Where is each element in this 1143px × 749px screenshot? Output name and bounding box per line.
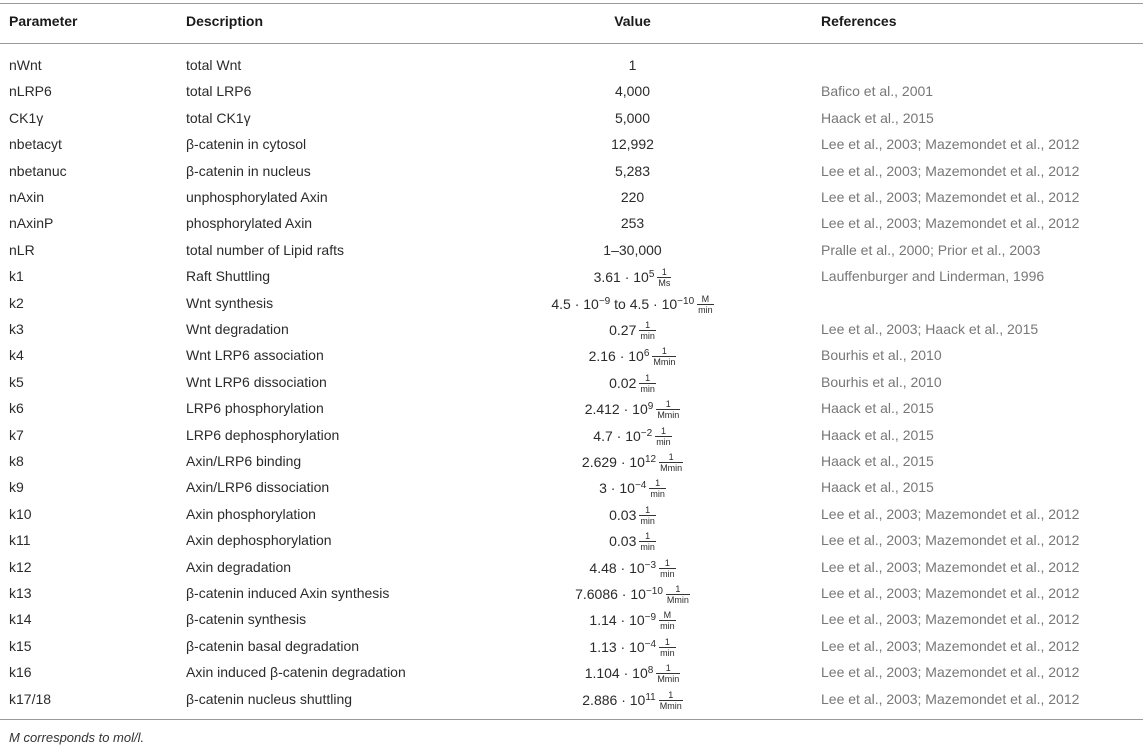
value-mantissa: 5,283 bbox=[614, 162, 651, 179]
value-mantissa: 4.5 · 10 bbox=[551, 295, 599, 312]
cell-parameter: k8 bbox=[9, 453, 24, 469]
cell-value bbox=[467, 163, 798, 179]
table-row bbox=[0, 292, 1143, 318]
table-row bbox=[0, 107, 1143, 133]
cell-description: Axin/LRP6 binding bbox=[186, 453, 302, 469]
cell-reference: Haack et al., 2015 bbox=[821, 109, 934, 126]
cell-reference: Lee et al., 2003; Mazemondet et al., 2012 bbox=[821, 162, 1080, 179]
value-exponent-2: −10 bbox=[677, 295, 695, 307]
value-mantissa: 1.13 · 10 bbox=[589, 639, 645, 655]
cell-reference: Lee et al., 2003; Mazemondet et al., 2012 bbox=[821, 690, 1080, 707]
value-mantissa: 3.61 · 10 bbox=[593, 269, 649, 286]
cell-reference: Haack et al., 2015 bbox=[821, 400, 934, 417]
unit-fraction bbox=[656, 399, 680, 420]
cell-parameter: k10 bbox=[9, 505, 32, 522]
cell-description: β-catenin synthesis bbox=[186, 611, 307, 628]
cell-description: Wnt LRP6 dissociation bbox=[186, 373, 327, 390]
value-mantissa: 2.629 · 10 bbox=[581, 454, 645, 471]
unit-numerator: 1 bbox=[639, 531, 656, 542]
cell-reference: Lee et al., 2003; Mazemondet et al., 2012 bbox=[821, 532, 1080, 549]
unit-fraction bbox=[697, 294, 714, 315]
cell-description: Axin/LRP6 dissociation bbox=[186, 479, 330, 496]
unit-fraction bbox=[652, 346, 676, 367]
unit-denominator: min bbox=[640, 515, 655, 526]
cell-description: β-catenin nucleus shuttling bbox=[186, 690, 353, 707]
unit-denominator: Mmin bbox=[657, 410, 680, 421]
cell-value bbox=[467, 532, 798, 553]
unit-numerator: M bbox=[659, 610, 676, 621]
unit-fraction bbox=[649, 478, 666, 499]
cell-description: Axin degradation bbox=[186, 558, 292, 575]
unit-fraction bbox=[659, 558, 676, 579]
cell-value bbox=[467, 506, 798, 527]
value-exponent: 5 bbox=[648, 269, 655, 281]
value-mantissa: 1–30,000 bbox=[603, 241, 662, 258]
unit-numerator: 1 bbox=[639, 320, 656, 331]
cell-description: total CK1γ bbox=[186, 109, 251, 126]
unit-numerator: 1 bbox=[659, 690, 683, 701]
cell-value bbox=[467, 268, 798, 289]
cell-parameter: k5 bbox=[9, 373, 24, 390]
cell-parameter: k4 bbox=[9, 347, 24, 364]
cell-value bbox=[467, 638, 798, 659]
cell-parameter: k11 bbox=[9, 532, 31, 549]
cell-reference: Pralle et al., 2000; Prior et al., 2003 bbox=[821, 241, 1041, 258]
cell-value bbox=[467, 400, 798, 421]
cell-description: total LRP6 bbox=[186, 83, 252, 100]
cell-reference: Bourhis et al., 2010 bbox=[821, 347, 942, 364]
cell-value bbox=[467, 479, 798, 500]
table-row bbox=[0, 160, 1143, 186]
cell-description: total Wnt bbox=[186, 57, 242, 73]
cell-reference: Lee et al., 2003; Haack et al., 2015 bbox=[821, 321, 1039, 337]
footnote bbox=[9, 730, 144, 745]
cell-reference: Lee et al., 2003; Mazemondet et al., 2012 bbox=[821, 136, 1080, 153]
cell-description: Axin dephosphorylation bbox=[186, 532, 332, 549]
cell-description: Axin induced β-catenin degradation bbox=[186, 664, 406, 681]
cell-parameter: nLRP6 bbox=[9, 83, 52, 100]
cell-value bbox=[467, 189, 798, 205]
unit-numerator: 1 bbox=[639, 505, 656, 516]
footnote-symbol: M bbox=[9, 730, 20, 745]
unit-fraction bbox=[639, 320, 656, 341]
unit-numerator: 1 bbox=[659, 558, 676, 569]
table-row bbox=[0, 212, 1143, 238]
footnote-text: corresponds to mol/l. bbox=[19, 730, 145, 745]
table-row bbox=[0, 344, 1143, 370]
value-mantissa: 4,000 bbox=[614, 83, 651, 100]
value-exponent: 8 bbox=[647, 665, 654, 677]
header-references: References bbox=[821, 13, 897, 29]
cell-value bbox=[467, 427, 798, 448]
cell-reference: Bourhis et al., 2010 bbox=[821, 373, 942, 390]
unit-fraction bbox=[655, 426, 672, 447]
unit-denominator: min bbox=[640, 331, 655, 341]
cell-parameter: nAxinP bbox=[9, 215, 54, 232]
unit-numerator: 1 bbox=[659, 452, 683, 463]
table-top-rule bbox=[0, 3, 1143, 4]
cell-parameter: nLR bbox=[9, 241, 35, 258]
value-mantissa: 2.16 · 10 bbox=[588, 348, 644, 365]
cell-parameter: k17/18 bbox=[9, 690, 52, 707]
unit-fraction bbox=[639, 373, 656, 394]
table-row bbox=[0, 529, 1143, 555]
cell-value bbox=[467, 453, 798, 474]
value-mantissa: 1.14 · 10 bbox=[589, 612, 645, 629]
table-row bbox=[0, 661, 1143, 687]
unit-denominator: Mmin bbox=[657, 674, 680, 685]
cell-reference: Lee et al., 2003; Mazemondet et al., 2012 bbox=[821, 558, 1080, 575]
cell-description: β-catenin basal degradation bbox=[186, 637, 360, 654]
cell-reference: Haack et al., 2015 bbox=[821, 479, 934, 496]
cell-value bbox=[467, 57, 798, 73]
cell-value bbox=[467, 242, 798, 258]
header-description: Description bbox=[186, 13, 264, 29]
unit-numerator: 1 bbox=[666, 584, 690, 595]
unit-fraction bbox=[659, 452, 683, 473]
unit-denominator: min bbox=[660, 647, 675, 658]
cell-reference: Haack et al., 2015 bbox=[821, 426, 934, 443]
value-exponent: −3 bbox=[644, 559, 657, 571]
cell-reference: Lee et al., 2003; Mazemondet et al., 2012 bbox=[821, 505, 1080, 522]
value-mantissa: 0.03 bbox=[609, 533, 637, 550]
table-row bbox=[0, 265, 1143, 291]
table-row bbox=[0, 424, 1143, 450]
value-exponent: −9 bbox=[644, 612, 657, 624]
table-row bbox=[0, 688, 1143, 714]
cell-parameter: k14 bbox=[9, 611, 32, 628]
value-exponent: 6 bbox=[643, 348, 650, 360]
unit-numerator: 1 bbox=[656, 663, 680, 674]
cell-value bbox=[467, 664, 798, 685]
unit-numerator: 1 bbox=[639, 373, 656, 384]
cell-parameter: k9 bbox=[9, 479, 24, 496]
unit-numerator: 1 bbox=[659, 637, 676, 648]
value-mantissa: 0.27 bbox=[609, 322, 637, 339]
table-row bbox=[0, 239, 1143, 265]
value-exponent: −4 bbox=[634, 480, 647, 492]
unit-denominator: min bbox=[650, 489, 665, 500]
cell-value bbox=[467, 611, 798, 632]
value-mantissa: 2.886 · 10 bbox=[582, 691, 646, 708]
table-row bbox=[0, 556, 1143, 582]
cell-description: β-catenin in nucleus bbox=[186, 162, 311, 179]
cell-parameter: nbetacyt bbox=[9, 136, 62, 153]
table-row bbox=[0, 371, 1143, 397]
cell-description: Raft Shuttling bbox=[186, 268, 271, 285]
cell-value bbox=[467, 585, 798, 606]
cell-parameter: k13 bbox=[9, 585, 32, 601]
table-row bbox=[0, 582, 1143, 608]
value-exponent: −10 bbox=[645, 586, 663, 598]
cell-description: Wnt degradation bbox=[186, 321, 289, 337]
unit-numerator: 1 bbox=[657, 267, 671, 278]
cell-value bbox=[467, 83, 798, 99]
unit-fraction bbox=[666, 584, 690, 605]
cell-parameter: k15 bbox=[9, 637, 32, 654]
value-mantissa: 4.7 · 10 bbox=[593, 427, 641, 444]
unit-numerator: M bbox=[697, 294, 714, 305]
unit-numerator: 1 bbox=[656, 399, 680, 410]
cell-parameter: nAxin bbox=[9, 189, 45, 205]
unit-fraction bbox=[659, 637, 676, 658]
unit-fraction bbox=[639, 531, 656, 552]
table-row bbox=[0, 133, 1143, 159]
cell-value bbox=[467, 347, 798, 368]
cell-description: Wnt LRP6 association bbox=[186, 347, 324, 364]
cell-description: LRP6 phosphorylation bbox=[186, 400, 324, 417]
unit-denominator: min bbox=[660, 621, 675, 632]
cell-description: total number of Lipid rafts bbox=[186, 241, 344, 258]
unit-denominator: min bbox=[698, 304, 713, 315]
header-value: Value bbox=[614, 13, 651, 29]
unit-numerator: 1 bbox=[652, 346, 676, 357]
value-exponent: 11 bbox=[645, 691, 656, 703]
cell-value bbox=[467, 374, 798, 395]
value-mantissa: 7.6086 · 10 bbox=[575, 586, 646, 603]
value-mantissa: 4.48 · 10 bbox=[589, 559, 645, 576]
table-bottom-rule bbox=[0, 719, 1143, 720]
unit-denominator: min bbox=[640, 542, 655, 553]
table-row bbox=[0, 450, 1143, 476]
cell-value bbox=[467, 215, 798, 231]
unit-numerator: 1 bbox=[655, 426, 672, 437]
unit-numerator: 1 bbox=[649, 478, 666, 489]
unit-fraction bbox=[659, 610, 676, 631]
value-exponent: 12 bbox=[644, 454, 657, 466]
cell-reference: Lee et al., 2003; Mazemondet et al., 2012 bbox=[821, 637, 1080, 654]
unit-fraction bbox=[659, 690, 683, 711]
cell-description: LRP6 dephosphorylation bbox=[186, 426, 340, 443]
value-mantissa: 2.412 · 10 bbox=[584, 401, 648, 418]
cell-parameter: k1 bbox=[9, 268, 24, 285]
cell-description: Axin phosphorylation bbox=[186, 505, 316, 522]
cell-parameter: CK1γ bbox=[9, 109, 44, 126]
header-rule bbox=[0, 43, 1143, 44]
table-row bbox=[0, 318, 1143, 344]
value-mantissa: 3 · 10 bbox=[599, 480, 635, 497]
cell-reference: Lee et al., 2003; Mazemondet et al., 2012 bbox=[821, 585, 1080, 601]
value-mantissa: 0.03 bbox=[609, 507, 637, 523]
cell-value bbox=[467, 295, 798, 316]
unit-denominator: Mmin bbox=[666, 595, 689, 605]
value-mantissa: 1.104 · 10 bbox=[584, 665, 648, 682]
cell-parameter: k3 bbox=[9, 321, 24, 337]
cell-description: unphosphorylated Axin bbox=[186, 189, 328, 205]
cell-reference: Lee et al., 2003; Mazemondet et al., 2012 bbox=[821, 611, 1080, 628]
value-exponent: −4 bbox=[644, 639, 657, 650]
cell-parameter: k16 bbox=[9, 664, 32, 681]
cell-value bbox=[467, 321, 798, 342]
table-row bbox=[0, 476, 1143, 502]
value-mantissa: 220 bbox=[620, 189, 645, 205]
unit-denominator: Ms bbox=[658, 278, 671, 289]
cell-description: β-catenin induced Axin synthesis bbox=[186, 585, 390, 601]
unit-denominator: Mmin bbox=[653, 357, 676, 368]
unit-denominator: min bbox=[660, 568, 675, 579]
value-exponent: 9 bbox=[647, 401, 654, 413]
cell-parameter: nWnt bbox=[9, 57, 42, 73]
unit-fraction bbox=[639, 505, 656, 526]
value-mantissa: 253 bbox=[620, 215, 645, 232]
table-row bbox=[0, 635, 1143, 661]
cell-description: β-catenin in cytosol bbox=[186, 136, 307, 153]
unit-fraction bbox=[656, 663, 680, 684]
cell-reference: Lee et al., 2003; Mazemondet et al., 2012 bbox=[821, 189, 1080, 205]
value-mantissa-2: to 4.5 · 10 bbox=[610, 295, 678, 312]
cell-parameter: k2 bbox=[9, 294, 24, 311]
cell-parameter: nbetanuc bbox=[9, 162, 67, 179]
cell-value bbox=[467, 691, 798, 712]
unit-denominator: min bbox=[640, 383, 655, 394]
value-exponent: −2 bbox=[640, 427, 653, 439]
value-mantissa: 0.02 bbox=[609, 375, 637, 391]
cell-reference: Lauffenburger and Linderman, 1996 bbox=[821, 268, 1045, 285]
header-parameter: Parameter bbox=[9, 13, 78, 29]
value-mantissa: 12,992 bbox=[611, 136, 654, 153]
value-mantissa: 5,000 bbox=[614, 109, 651, 126]
value-exponent: −9 bbox=[598, 295, 611, 307]
cell-reference: Lee et al., 2003; Mazemondet et al., 2012 bbox=[821, 664, 1080, 681]
unit-fraction bbox=[657, 267, 671, 288]
table-row bbox=[0, 503, 1143, 529]
cell-parameter: k6 bbox=[9, 400, 24, 417]
cell-parameter: k7 bbox=[9, 426, 24, 443]
cell-reference: Bafico et al., 2001 bbox=[821, 83, 934, 100]
table-row bbox=[0, 54, 1143, 80]
table-row bbox=[0, 608, 1143, 634]
cell-description: Wnt synthesis bbox=[186, 294, 274, 311]
table-row bbox=[0, 186, 1143, 212]
table-row bbox=[0, 80, 1143, 106]
cell-value bbox=[467, 559, 798, 580]
cell-value bbox=[467, 110, 798, 126]
unit-denominator: min bbox=[656, 436, 671, 447]
cell-reference: Lee et al., 2003; Mazemondet et al., 2012 bbox=[821, 215, 1080, 232]
value-mantissa: 1 bbox=[628, 57, 637, 73]
table-row bbox=[0, 397, 1143, 423]
cell-value bbox=[467, 136, 798, 152]
cell-description: phosphorylated Axin bbox=[186, 215, 313, 232]
cell-parameter: k12 bbox=[9, 558, 32, 575]
unit-denominator: Mmin bbox=[659, 700, 682, 711]
cell-reference: Haack et al., 2015 bbox=[821, 453, 934, 469]
unit-denominator: Mmin bbox=[660, 463, 683, 473]
